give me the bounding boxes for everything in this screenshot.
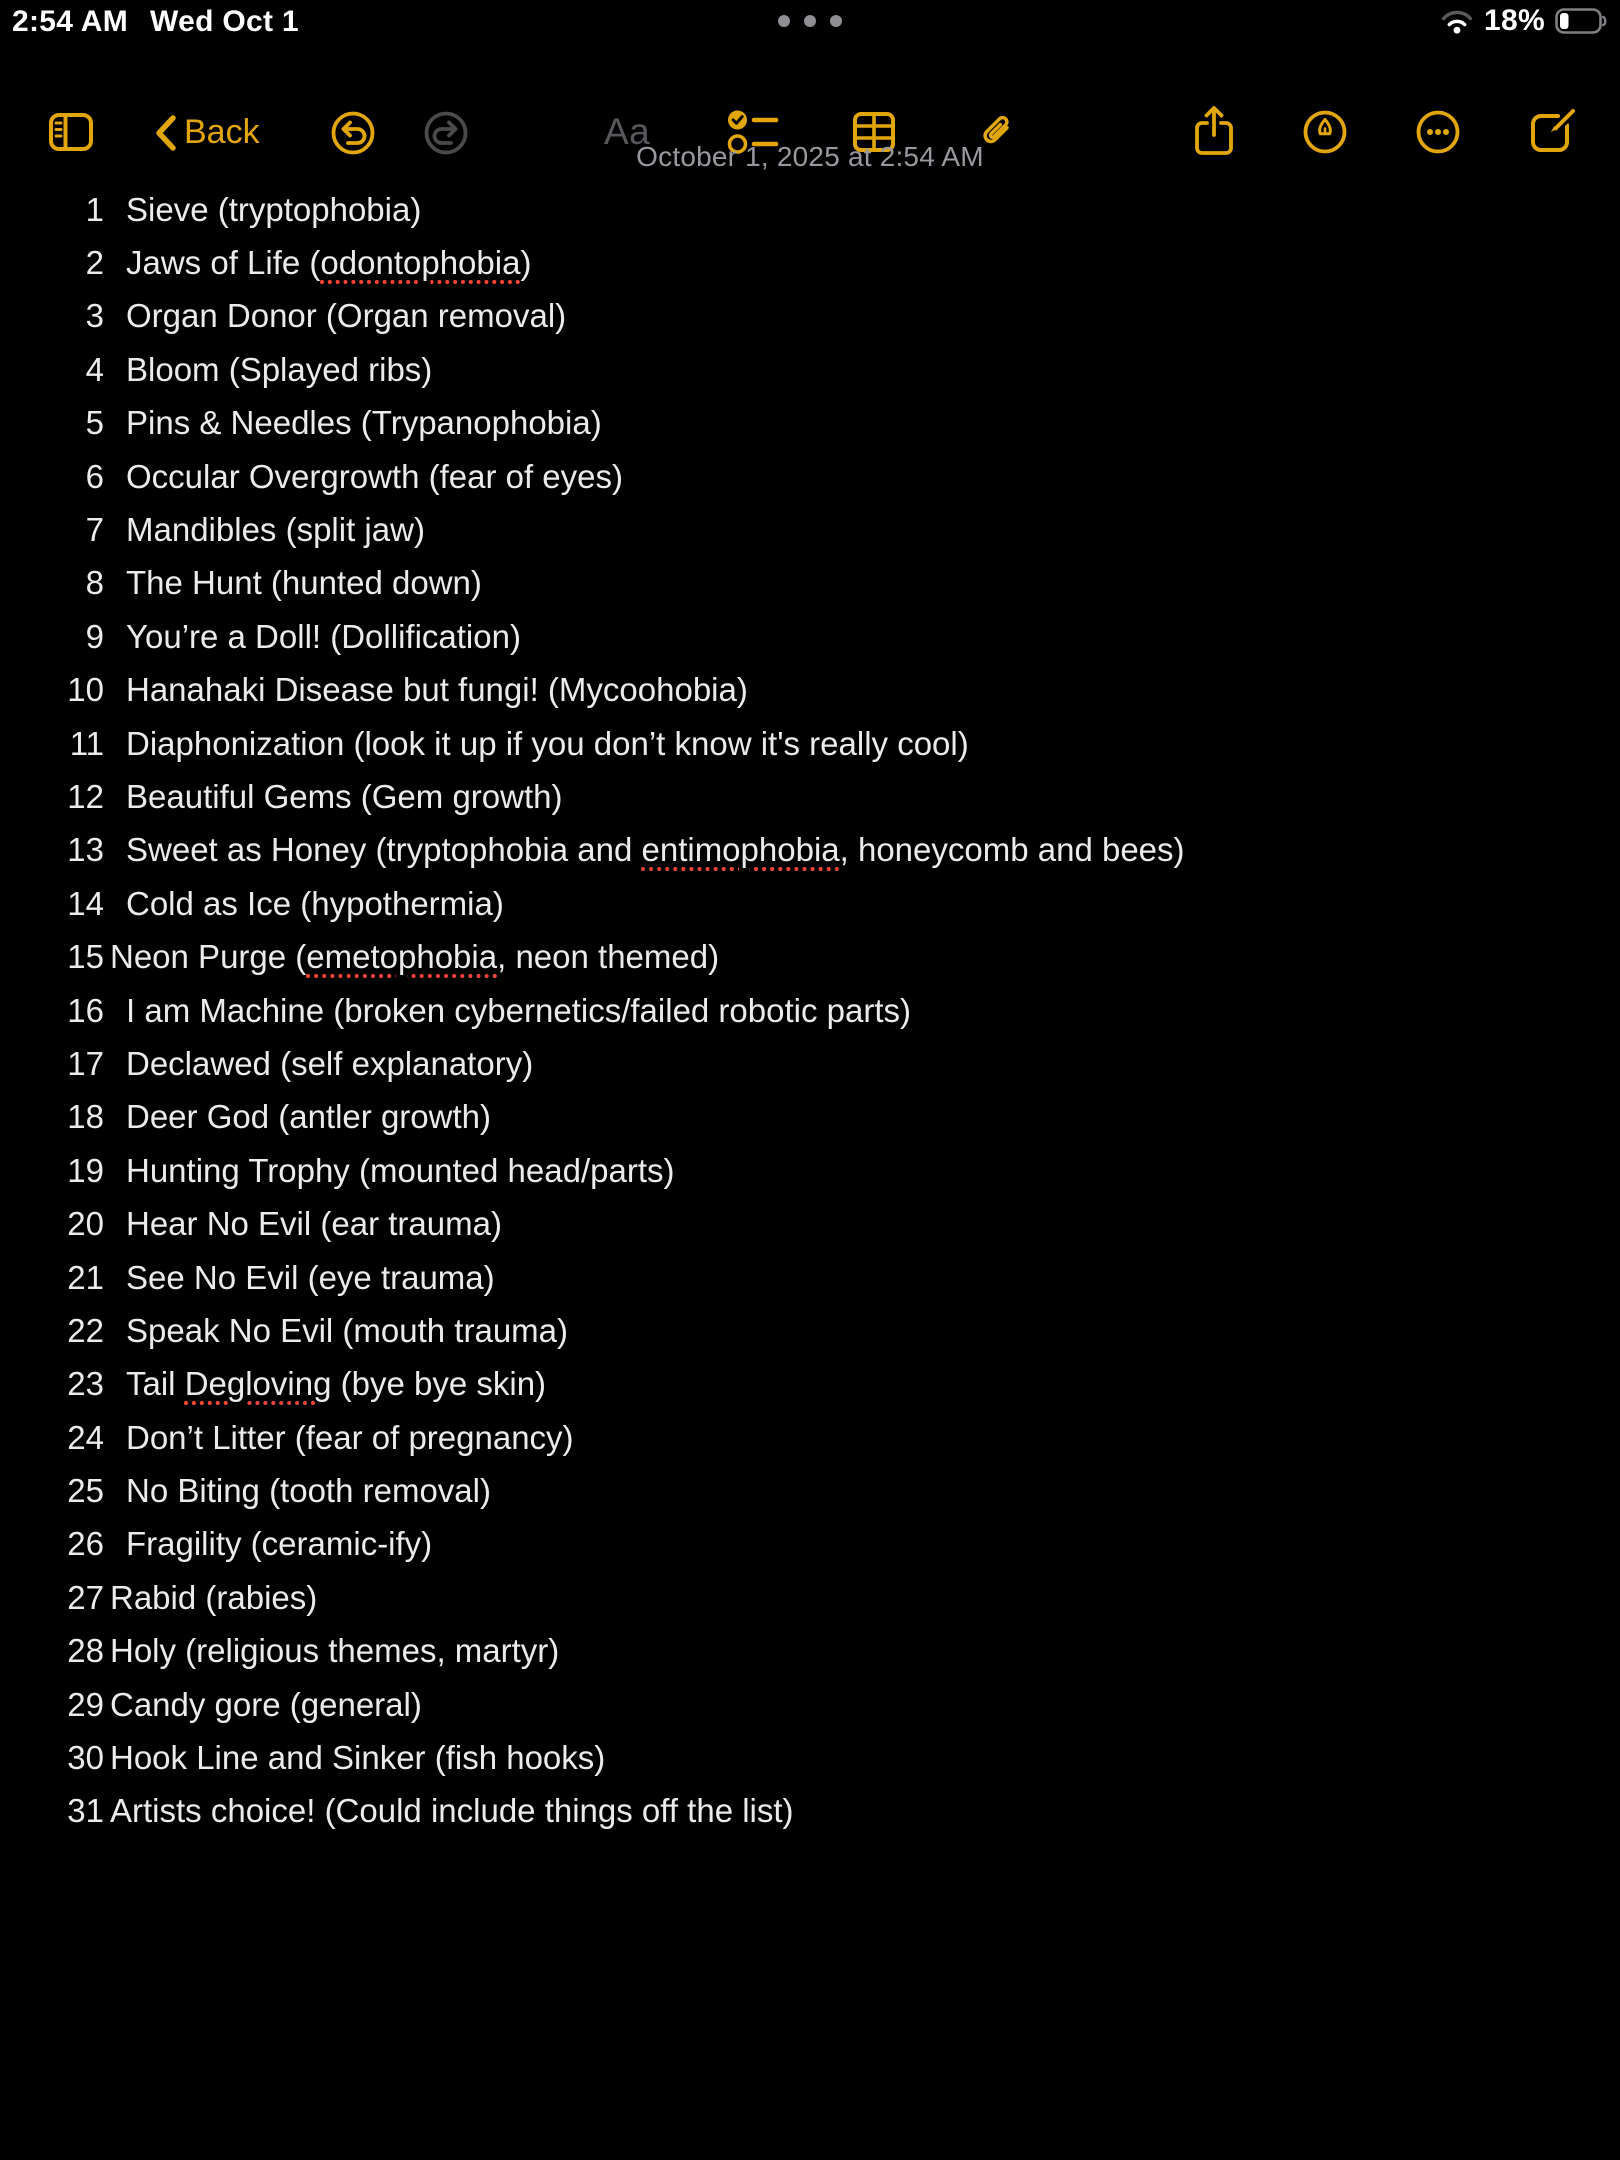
list-item[interactable] [0, 1731, 1590, 1784]
list-item-text: See No Evil (eye trauma) [126, 1258, 495, 1296]
list-item-number: 10 [67, 671, 104, 709]
note-timestamp: October 1, 2025 at 2:54 AM [636, 141, 984, 172]
list-item-text: Cold as Ice (hypothermia) [126, 884, 504, 922]
list-item-number: 2 [85, 244, 104, 282]
list-item-text: Don’t Litter (fear of pregnancy) [126, 1418, 574, 1456]
list-item[interactable] [0, 1518, 1590, 1571]
list-item-text: Pins & Needles (Trypanophobia) [126, 404, 602, 442]
list-item-text: Hanahaki Disease but fungi! (Mycoohobia) [126, 671, 748, 709]
list-item-text: I am Machine (broken cybernetics/failed robotic parts) [126, 991, 912, 1029]
list-item-number: 7 [85, 511, 104, 549]
list-item-text: Hunting Trophy (mounted head/parts) [126, 1151, 675, 1189]
list-item-text: The Hunt (hunted down) [126, 564, 482, 602]
list-item-text: Hear No Evil (ear trauma) [126, 1205, 502, 1243]
misspelled-word: odontophobia [320, 244, 521, 282]
list-item-number: 8 [85, 564, 104, 602]
list-item[interactable] [0, 1197, 1590, 1250]
list-item-text: Tail Degloving (bye bye skin) [126, 1365, 547, 1403]
list-item-number: 14 [67, 884, 104, 922]
list-item-text: Bloom (Splayed ribs) [126, 350, 433, 388]
list-item-number: 18 [67, 1098, 104, 1136]
note-list[interactable] [0, 183, 1590, 1838]
list-item-number: 21 [67, 1258, 104, 1296]
list-item[interactable] [0, 1625, 1590, 1678]
list-item-number: 31 [67, 1792, 104, 1830]
status-time: 2:54 AM [12, 5, 129, 38]
list-item[interactable] [0, 183, 1590, 236]
list-item[interactable] [0, 503, 1590, 556]
list-item[interactable] [0, 1571, 1590, 1624]
list-item[interactable] [0, 1251, 1590, 1304]
list-item-number: 15 [67, 938, 104, 976]
list-item[interactable] [0, 290, 1590, 343]
misspelled-word: Degloving [184, 1365, 332, 1403]
list-item-text: Deer God (antler growth) [126, 1098, 491, 1136]
list-item-text: You’re a Doll! (Dollification) [126, 617, 521, 655]
list-item[interactable] [0, 610, 1590, 663]
list-item[interactable] [0, 770, 1590, 823]
list-item-text: Organ Donor (Organ removal) [126, 297, 567, 335]
list-item-text: Artists choice! (Could include things off the list) [110, 1792, 794, 1830]
list-item[interactable] [0, 1304, 1590, 1357]
list-item[interactable] [0, 1091, 1590, 1144]
list-item[interactable] [0, 1144, 1590, 1197]
list-item-text: Hook Line and Sinker (fish hooks) [110, 1739, 606, 1777]
list-item-number: 5 [85, 404, 104, 442]
battery-percent: 18% [1484, 4, 1545, 37]
misspelled-word: emetophobia [306, 938, 498, 976]
list-item-number: 6 [85, 457, 104, 495]
wifi-icon [1440, 8, 1474, 35]
list-item-number: 13 [67, 831, 104, 869]
list-item[interactable] [0, 1411, 1590, 1464]
list-item-text: Declawed (self explanatory) [126, 1044, 534, 1082]
list-item-text: Neon Purge (emetophobia, neon themed) [110, 938, 720, 976]
list-item[interactable] [0, 877, 1590, 930]
more-dots-indicator[interactable] [0, 15, 1620, 27]
status-day: Wed Oct 1 [150, 5, 299, 38]
list-item-text: No Biting (tooth removal) [126, 1472, 491, 1510]
back-button-label[interactable]: Back [184, 113, 260, 151]
list-item[interactable] [0, 1464, 1590, 1517]
list-item-number: 20 [67, 1205, 104, 1243]
list-item-number: 25 [67, 1472, 104, 1510]
list-item-number: 16 [67, 991, 104, 1029]
list-item[interactable] [0, 1037, 1590, 1090]
list-item-number: 26 [67, 1525, 104, 1563]
list-item-number: 27 [67, 1578, 104, 1616]
list-item-text: Diaphonization (look it up if you don’t know it's really cool) [126, 724, 969, 762]
list-item-text: Fragility (ceramic-ify) [126, 1525, 433, 1563]
list-item-text: Candy gore (general) [110, 1685, 422, 1723]
list-item-text: Mandibles (split jaw) [126, 511, 425, 549]
list-item[interactable] [0, 236, 1590, 289]
list-item-text: Jaws of Life (odontophobia) [126, 244, 532, 282]
list-item-number: 30 [67, 1739, 104, 1777]
list-item-number: 23 [67, 1365, 104, 1403]
list-item-number: 1 [85, 190, 104, 228]
list-item[interactable] [0, 450, 1590, 503]
battery-icon [1555, 7, 1608, 35]
list-item[interactable] [0, 1678, 1590, 1731]
list-item-text: Occular Overgrowth (fear of eyes) [126, 457, 623, 495]
list-item-number: 28 [67, 1632, 104, 1670]
list-item[interactable] [0, 557, 1590, 610]
list-item-text: Beautiful Gems (Gem growth) [126, 777, 563, 815]
list-item-number: 29 [67, 1685, 104, 1723]
list-item-text: Rabid (rabies) [110, 1578, 318, 1616]
list-item-number: 19 [67, 1151, 104, 1189]
list-item[interactable] [0, 1785, 1590, 1838]
list-item-number: 12 [67, 777, 104, 815]
list-item[interactable] [0, 717, 1590, 770]
misspelled-word: entimophobia [641, 831, 840, 869]
list-item[interactable] [0, 984, 1590, 1037]
list-item-number: 17 [67, 1044, 104, 1082]
note-toolbar [0, 44, 1620, 152]
list-item-number: 22 [67, 1311, 104, 1349]
list-item-text: Speak No Evil (mouth trauma) [126, 1311, 569, 1349]
list-item-text: Holy (religious themes, martyr) [110, 1632, 560, 1670]
list-item-number: 4 [85, 350, 104, 388]
status-bar [0, 0, 1620, 44]
list-item[interactable] [0, 664, 1590, 717]
list-item[interactable] [0, 343, 1590, 396]
list-item-number: 11 [69, 724, 104, 762]
list-item-text: Sweet as Honey (tryptophobia and entimophobia, honeycomb and bees) [126, 831, 1185, 869]
list-item[interactable] [0, 824, 1590, 877]
format-text-icon[interactable]: Aa [604, 111, 651, 152]
list-item[interactable] [0, 1358, 1590, 1411]
list-item-number: 24 [67, 1418, 104, 1456]
list-item[interactable] [0, 397, 1590, 450]
list-item-text: Sieve (tryptophobia) [126, 190, 422, 228]
list-item[interactable] [0, 930, 1590, 983]
list-item-number: 9 [85, 617, 104, 655]
list-item-number: 3 [85, 297, 104, 335]
